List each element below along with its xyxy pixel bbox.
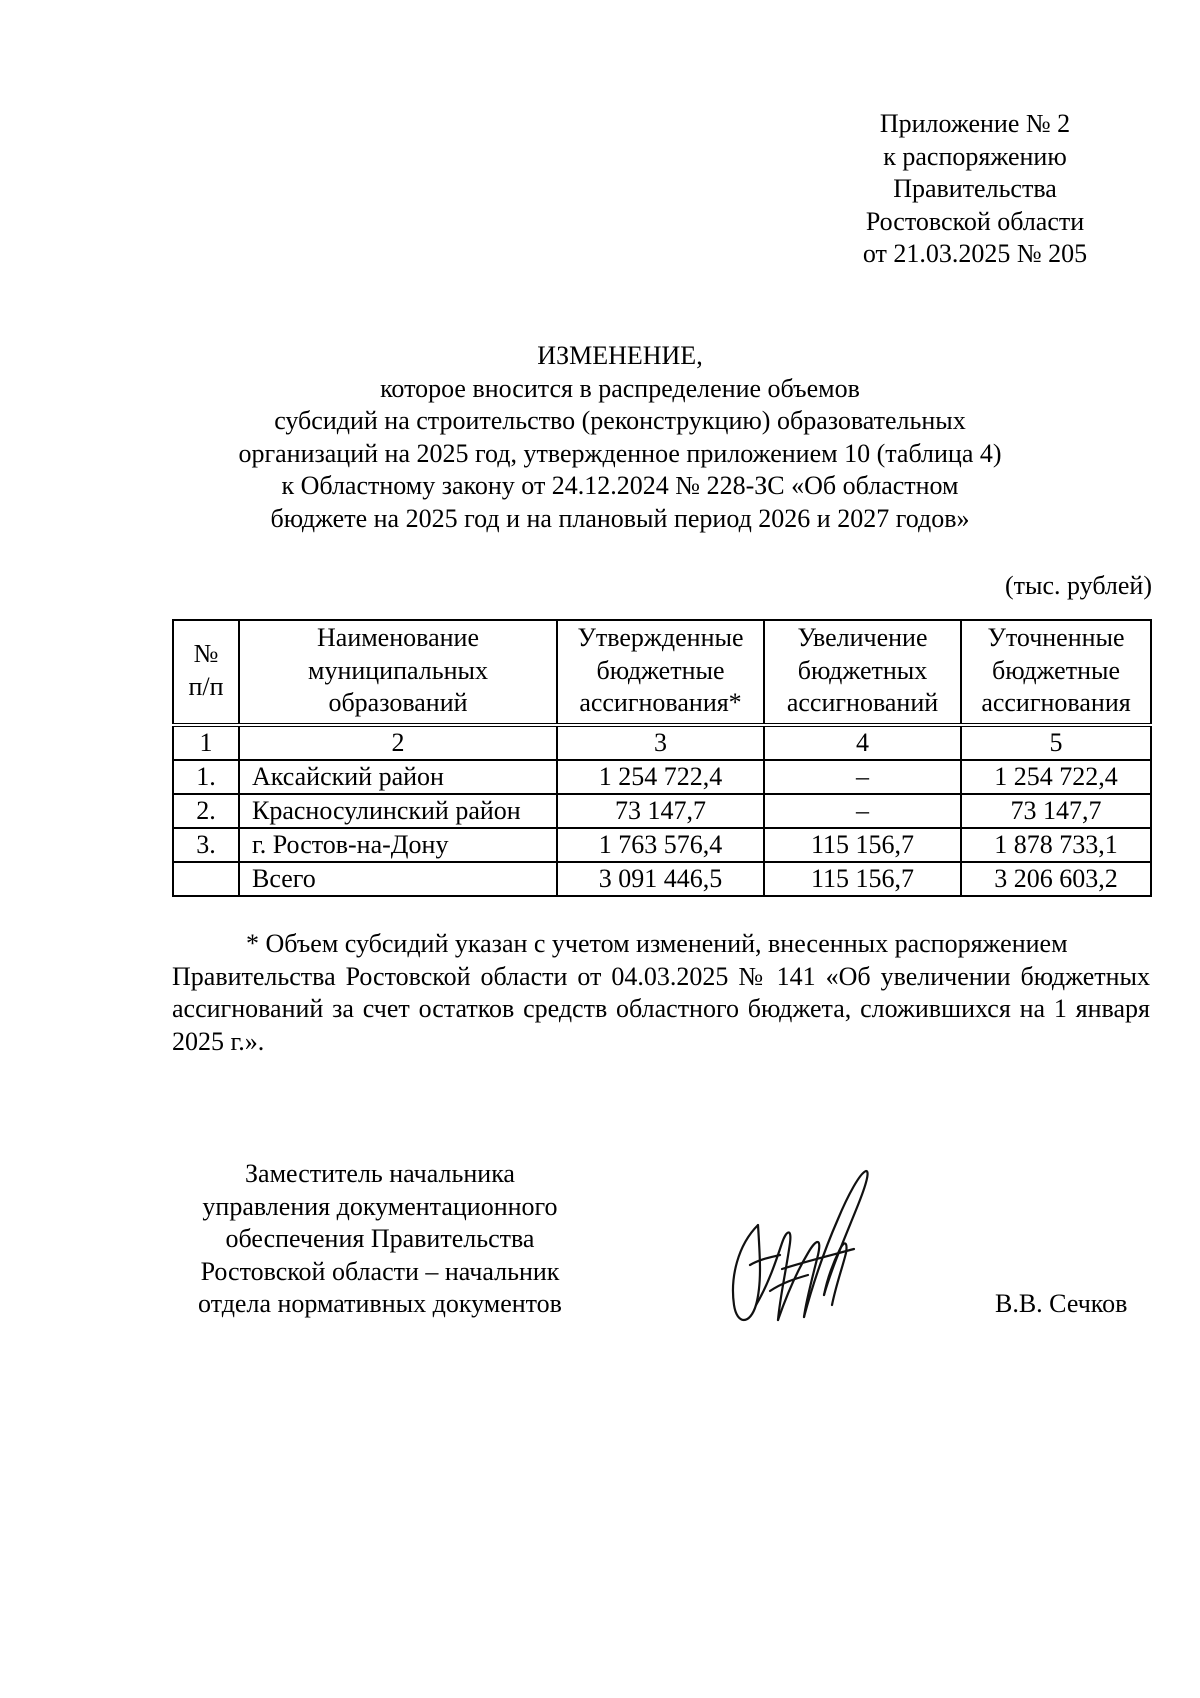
title-line: бюджете на 2025 год и на плановый период 2026 и 2027 годов» (270, 503, 970, 533)
header-cell-number: № п/п (173, 620, 239, 725)
row-number: 3. (173, 828, 239, 862)
table-header-row (173, 620, 1151, 725)
municipality-name: г. Ростов-на-Дону (239, 828, 557, 862)
appendix-line: Правительства (893, 174, 1057, 203)
signer-position (160, 1158, 600, 1321)
appendix-header (820, 108, 1130, 271)
row-number (173, 862, 239, 896)
refined-amount: 1 254 722,4 (961, 760, 1151, 794)
approved-amount: 1 254 722,4 (557, 760, 764, 794)
column-number: 2 (239, 725, 557, 760)
signer-position-line: Ростовской области – начальник (200, 1256, 560, 1286)
table-total-row (173, 862, 1151, 896)
signer-position-line: отдела нормативных документов (198, 1289, 562, 1318)
column-number: 4 (764, 725, 961, 760)
increase-amount: 115 156,7 (764, 828, 961, 862)
total-label: Всего (239, 862, 557, 896)
title-line: к Областному закону от 24.12.2024 № 228-ЗС «Об областном (281, 471, 959, 500)
table-row (173, 828, 1151, 862)
approved-amount: 73 147,7 (557, 794, 764, 828)
units-label: (тыс. рублей) (1004, 571, 1152, 600)
header-cell-approved: Утвержденные бюджетные ассигнования* (557, 620, 764, 725)
appendix-line: от 21.03.2025 № 205 (862, 239, 1088, 268)
increase-total: 115 156,7 (764, 862, 961, 896)
signer-position-line: Заместитель начальника (245, 1159, 515, 1188)
appendix-line: Ростовской области (865, 206, 1085, 236)
column-number-row (173, 725, 1151, 760)
column-number: 3 (557, 725, 764, 760)
signer-position-line: управления документационного (202, 1191, 558, 1221)
municipality-name: Красносулинский район (239, 794, 557, 828)
title-line: субсидий на строительство (реконструкцию) образовательных (274, 406, 966, 435)
footnote-text: Правительства Ростовской области от 04.03.2025 № 141 «Об увеличении бюджетных ассигнований за счет остатков средств областного бюджета, сложившихся на 1 января 2025 г.». (172, 961, 1150, 1056)
appendix-line: к распоряжению (883, 141, 1067, 171)
approved-total: 3 091 446,5 (557, 862, 764, 896)
row-number: 2. (173, 794, 239, 828)
header-cell-increase: Увеличение бюджетных ассигнований (764, 620, 961, 725)
title-heading: ИЗМЕНЕНИЕ, (537, 341, 703, 370)
refined-total: 3 206 603,2 (961, 862, 1151, 896)
footnote (172, 928, 1150, 1058)
footnote-first-line: * Объем субсидий указан с учетом изменений, внесенных распоряжением (246, 929, 1068, 958)
municipality-name: Аксайский район (239, 760, 557, 794)
header-cell-name: Наименование муниципальных образований (239, 620, 557, 725)
refined-amount: 73 147,7 (961, 794, 1151, 828)
header-cell-refined: Уточненные бюджетные ассигнования (961, 620, 1151, 725)
handwritten-signature (720, 1165, 880, 1330)
increase-amount: – (764, 760, 961, 794)
signer-position-line: обеспечения Правительства (225, 1224, 535, 1253)
table-row (173, 794, 1151, 828)
signer-name: В.В. Сечков (995, 1289, 1128, 1318)
document-title (150, 340, 1090, 535)
column-number: 1 (173, 725, 239, 760)
column-number: 5 (961, 725, 1151, 760)
title-line: организаций на 2025 год, утвержденное приложением 10 (таблица 4) (238, 438, 1002, 468)
increase-amount: – (764, 794, 961, 828)
refined-amount: 1 878 733,1 (961, 828, 1151, 862)
row-number: 1. (173, 760, 239, 794)
appendix-line: Приложение № 2 (879, 109, 1071, 138)
title-line: которое вносится в распределение объемов (380, 373, 860, 403)
budget-table (172, 619, 1152, 897)
approved-amount: 1 763 576,4 (557, 828, 764, 862)
table-row (173, 760, 1151, 794)
